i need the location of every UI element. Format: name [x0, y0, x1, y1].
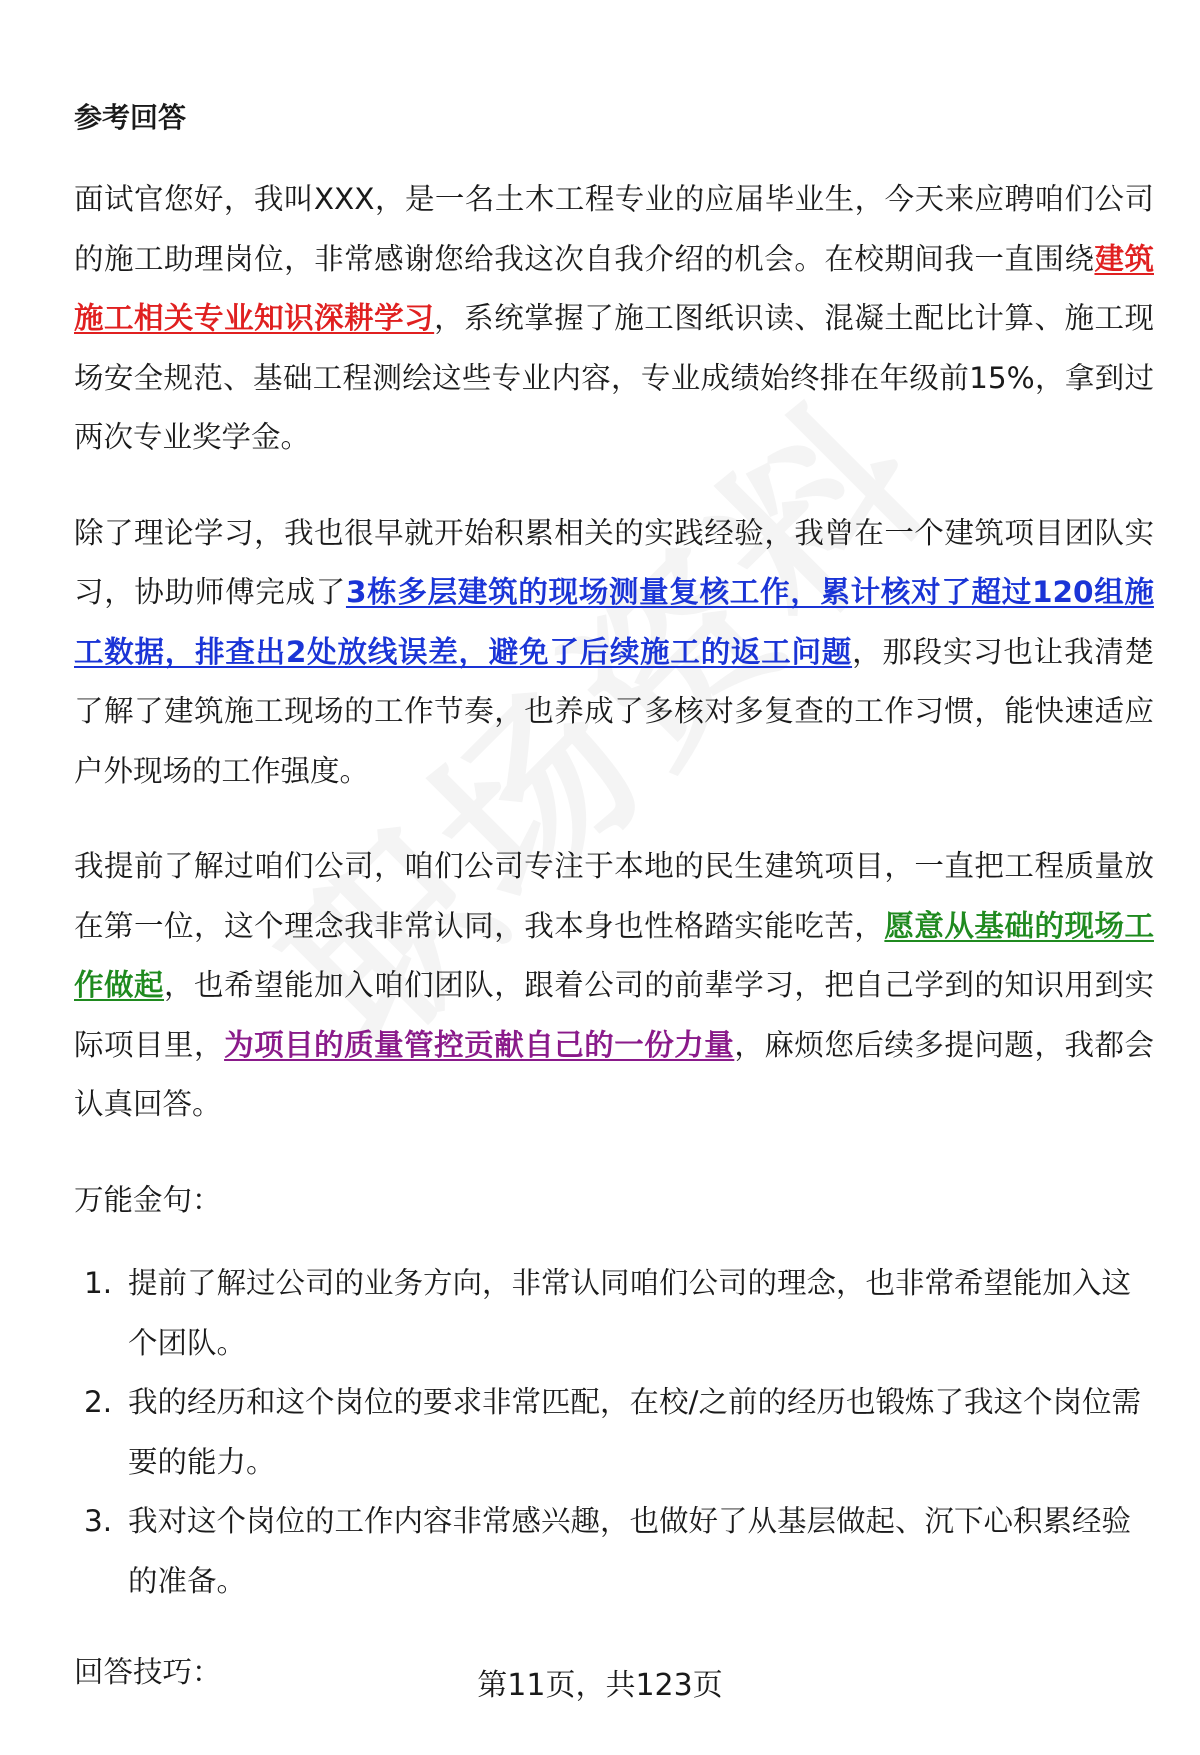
list-item-text: 我的经历和这个岗位的要求非常匹配，在校/之前的经历也锻炼了我这个岗位需要的能力。 [128, 1385, 1141, 1479]
list-item-text: 提前了解过公司的业务方向，非常认同咱们公司的理念，也非常希望能加入这个团队。 [128, 1266, 1132, 1360]
list-number: 2. [84, 1385, 113, 1419]
paragraph-text: 面试官您好，我叫XXX，是一名土木工程专业的应届毕业生，今天来应聘咱们公司的施工助理岗位，非常感谢您给我这次自我介绍的机会。在校期间我一直围绕 [74, 182, 1154, 276]
highlight-purple: 为项目的质量管控贡献自己的一份力量 [224, 1027, 735, 1062]
list-number: 1. [84, 1266, 113, 1300]
highlight-green: 愿意从基础的现场工作做起 [74, 908, 1154, 1002]
content [74, 90, 1154, 1727]
paragraph-text: ，那段实习也让我清楚了解了建筑施工现场的工作节奏，也养成了多核对多复查的工作习惯，能快速适应户外现场的工作强度。 [74, 634, 1154, 788]
paragraph-company [74, 837, 1154, 1135]
section-heading: 参考回答 [74, 101, 187, 134]
list-number: 3. [84, 1504, 113, 1538]
tips-label: 回答技巧： [74, 1655, 222, 1689]
page-number-footer: 第11页，共123页 [477, 1668, 723, 1703]
paragraph-text: ，麻烦您后续多提问题，我都会认真回答。 [74, 1027, 1154, 1121]
list-item-text: 我对这个岗位的工作内容非常感兴趣，也做好了从基层做起、沉下心积累经验的准备。 [128, 1504, 1132, 1598]
list-item [74, 1492, 1154, 1611]
paragraph-text: 除了理论学习，我也很早就开始积累相关的实践经验，我曾在一个建筑项目团队实习，协助师傅完成了 [74, 515, 1154, 609]
paragraph-text: ，系统掌握了施工图纸识读、混凝土配比计算、施工现场安全规范、基础工程测绘这些专业内容，专业成绩始终排在年级前15%，拿到过两次专业奖学金。 [74, 301, 1154, 454]
list-item [74, 1254, 1154, 1373]
highlight-blue: 3栋多层建筑的现场测量复核工作，累计核对了超过120组施工数据，排查出2处放线误差，避免了后续施工的返工问题 [74, 575, 1154, 669]
golden-sentences-list [74, 1254, 1154, 1611]
paragraph-practice [74, 504, 1154, 802]
highlight-red: 建筑施工相关专业知识深耕学习 [74, 241, 1154, 335]
paragraph-text: ，也希望能加入咱们团队，跟着公司的前辈学习，把自己学到的知识用到实际项目里， [74, 968, 1154, 1062]
paragraph-intro [74, 170, 1154, 468]
paragraph-text: 我提前了解过咱们公司，咱们公司专注于本地的民生建筑项目，一直把工程质量放在第一位，这个理念我非常认同，我本身也性格踏实能吃苦， [74, 849, 1154, 943]
list-item [74, 1373, 1154, 1492]
golden-sentences-label: 万能金句： [74, 1182, 222, 1217]
